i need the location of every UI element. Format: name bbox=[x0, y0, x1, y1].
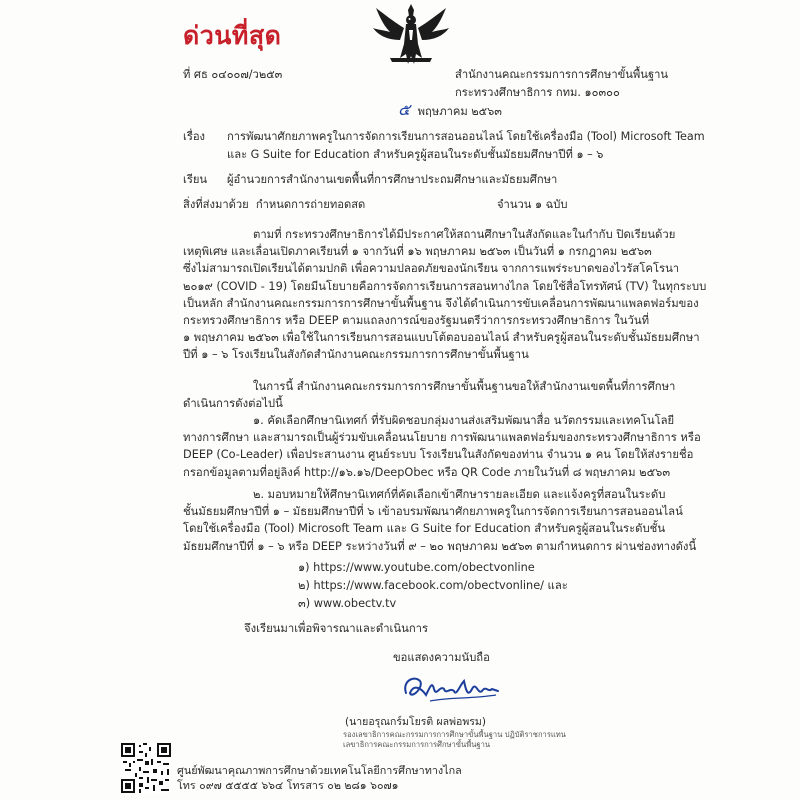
paragraph-line: ๑. คัดเลือกศึกษานิเทศก์ ที่รับผิดชอบกลุ่มงานส่งเสริมพัฒนาสื่อ นวัตกรรมและเทคโนโลยี bbox=[253, 414, 675, 427]
action-item-2 bbox=[183, 486, 696, 555]
footer-phone: โทร ๐๙๗ ๕๕๕๕ ๖๖๔ โทรสาร ๐๒ ๒๘๑ ๖๐๗๑ bbox=[177, 779, 399, 792]
letter-date bbox=[398, 100, 502, 119]
urgency-stamp: ด่วนที่สุด bbox=[183, 21, 282, 50]
enclosure bbox=[183, 198, 365, 212]
website-link[interactable]: ๓) www.obectv.tv bbox=[298, 597, 397, 610]
signer-position-line-1: รองเลขาธิการคณะกรรมการการศึกษาขั้นพื้นฐาน ปฏิบัติราชการแทน bbox=[343, 730, 566, 739]
paragraph-line: เหตุพิเศษ และเลื่อนเปิดภาคเรียนที่ ๑ จากวันที่ ๑๖ พฤษภาคม ๒๕๖๓ เป็นวันที่ ๑ กรกฎาคม ๒๕๖๓ bbox=[183, 245, 652, 259]
paragraph-line: ๑ พฤษภาคม ๒๕๖๓ เพื่อใช้ในการเรียนการสอนแบบโต้ตอบออนไลน์ สำหรับครูผู้สอนในระดับชั้นมัธยมศึกษา bbox=[183, 331, 700, 345]
garuda-emblem bbox=[370, 0, 452, 70]
action-item-1 bbox=[183, 412, 701, 481]
salutation bbox=[183, 173, 557, 187]
closing-statement: จึงเรียนมาเพื่อพิจารณาและดำเนินการ bbox=[244, 622, 429, 635]
paragraph-line: เป็นหลัก สำนักงานคณะกรรมการการศึกษาขั้นพื้นฐาน จึงได้ดำเนินการขับเคลื่อนการพัฒนาแพลตฟอร์มของ bbox=[183, 296, 699, 310]
agency-address: กระทรวงศึกษาธิการ กทม. ๑๐๓๐๐ bbox=[455, 86, 620, 99]
paragraph-line: โดยใช้เครื่องมือ (Tool) Microsoft Team และ G Suite for Education สำหรับครูผู้สอนในระดับชั้น bbox=[183, 522, 666, 536]
paragraph-line: ดำเนินการดังต่อไปนี้ bbox=[183, 397, 283, 411]
document-number: ที่ ศธ ๐๔๐๐๗/ว๒๕๓ bbox=[183, 68, 283, 81]
paragraph-line: ทางการศึกษา และสามารถเป็นผู้ร่วมขับเคลื่อนนโยบาย การพัฒนาแพลตฟอร์มของกระทรวงศึกษาธิการ หรือ bbox=[183, 431, 701, 445]
paragraph-line: ปีที่ ๑ – ๖ โรงเรียนในสังกัดสำนักงานคณะกรรมการการศึกษาขั้นพื้นฐาน bbox=[183, 348, 529, 362]
salutation-text: ผู้อำนวยการสำนักงานเขตพื้นที่การศึกษาประถมศึกษาและมัธยมศึกษา bbox=[227, 173, 558, 186]
paragraph-line: ๒๐๑๙ (COVID - 19) โดยมีนโยบายคือการจัดการเรียนการสอนทางไกล โดยใช้สื่อโทรทัศน์ (TV) ในทุกระบบ bbox=[183, 279, 707, 293]
paragraph-1 bbox=[183, 226, 706, 364]
paragraph-line: ตามที่ กระทรวงศึกษาธิการได้มีประกาศให้สถานศึกษาในสังกัดและในกำกับ ปิดเรียนด้วย bbox=[253, 228, 676, 241]
date-month-year: พฤษภาคม ๒๕๖๓ bbox=[417, 105, 502, 118]
paragraph-line: ๒. มอบหมายให้ศึกษานิเทศก์ที่คัดเลือกเข้าศึกษารายละเอียด และแจ้งครูที่สอนในระดับ bbox=[253, 488, 666, 501]
issuing-agency bbox=[455, 66, 668, 102]
salutation-label: เรียน bbox=[183, 173, 208, 186]
subject-block bbox=[183, 128, 705, 164]
channel-links bbox=[298, 559, 568, 613]
paragraph-line: ซึ่งไม่สามารถเปิดเรียนได้ตามปกติ เพื่อความปลอดภัยของนักเรียน จากการแพร่ระบาดของไวรัสโคโรนา bbox=[183, 262, 680, 276]
footer-unit: ศูนย์พัฒนาคุณภาพการศึกษาด้วยเทคโนโลยีการศึกษาทางไกล bbox=[177, 764, 462, 777]
enclosure-copies: จำนวน ๑ ฉบับ bbox=[497, 198, 568, 211]
youtube-link[interactable]: ๑) https://www.youtube.com/obectvonline bbox=[298, 561, 535, 574]
regards: ขอแสดงความนับถือ bbox=[393, 651, 490, 664]
paragraph-line: กรอกข้อมูลตามที่อยู่ลิงค์ http://๑๖.๑๖/DeepObec หรือ QR Code ภายในวันที่ ๘ พฤษภาคม ๒๕๖๓ bbox=[183, 465, 671, 479]
paragraph-line: DEEP (Co-Leader) เพื่อประสานงาน ศูนย์ระบบ โรงเรียนในสังกัดของท่าน จำนวน ๑ คน โดยให้ส่งรายชื่อ bbox=[183, 448, 694, 462]
paragraph-line: ชั้นมัธยมศึกษาปีที่ ๑ – มัธยมศึกษาปีที่ ๖ เข้าอบรมพัฒนาศักยภาพครูในการจัดการเรียนการสอนออนไลน์ bbox=[183, 505, 683, 519]
footer bbox=[177, 763, 462, 793]
paragraph-line: มัธยมศึกษาปีที่ ๑ – ๖ หรือ DEEP ระหว่างวันที่ ๙ – ๒๐ พฤษภาคม ๒๕๖๓ ตามกำหนดการ ผ่านช่องทางดังนี้ bbox=[183, 539, 697, 553]
paragraph-line: กระทรวงศึกษาธิการ หรือ DEEP ตามแถลงการณ์ของรัฐมนตรีว่าการกระทรวงศึกษาธิการ ในวันที่ bbox=[183, 314, 650, 328]
subject-label: เรื่อง bbox=[183, 130, 206, 143]
paragraph-2 bbox=[183, 378, 675, 412]
paragraph-line: ในการนี้ สำนักงานคณะกรรมการการศึกษาขั้นพื้นฐานขอให้สำนักงานเขตพื้นที่การศึกษา bbox=[253, 380, 676, 393]
subject-line-2: และ G Suite for Education สำหรับครูผู้สอนในระดับชั้นมัธยมศึกษาปีที่ ๑ – ๖ bbox=[227, 148, 604, 161]
subject-line-1: การพัฒนาศักยภาพครูในการจัดการเรียนการสอนออนไลน์ โดยใช้เครื่องมือ (Tool) Microsoft Team bbox=[227, 130, 705, 143]
enclosure-label: สิ่งที่ส่งมาด้วย bbox=[183, 198, 249, 211]
qr-code-icon[interactable] bbox=[121, 743, 171, 793]
handwritten-signature bbox=[400, 667, 510, 709]
date-day: ๕ bbox=[398, 100, 411, 119]
enclosure-text: กำหนดการถ่ายทอดสด bbox=[255, 198, 366, 211]
signer-name: (นายอรุณกร์มโยรติ ผลพ่อพรม) bbox=[345, 716, 486, 728]
signer-position-line-2: เลขาธิการคณะกรรมการการศึกษาขั้นพื้นฐาน bbox=[343, 740, 491, 749]
facebook-link[interactable]: ๒) https://www.facebook.com/obectvonline/ และ bbox=[298, 579, 568, 592]
agency-name: สำนักงานคณะกรรมการการศึกษาขั้นพื้นฐาน bbox=[455, 68, 669, 81]
